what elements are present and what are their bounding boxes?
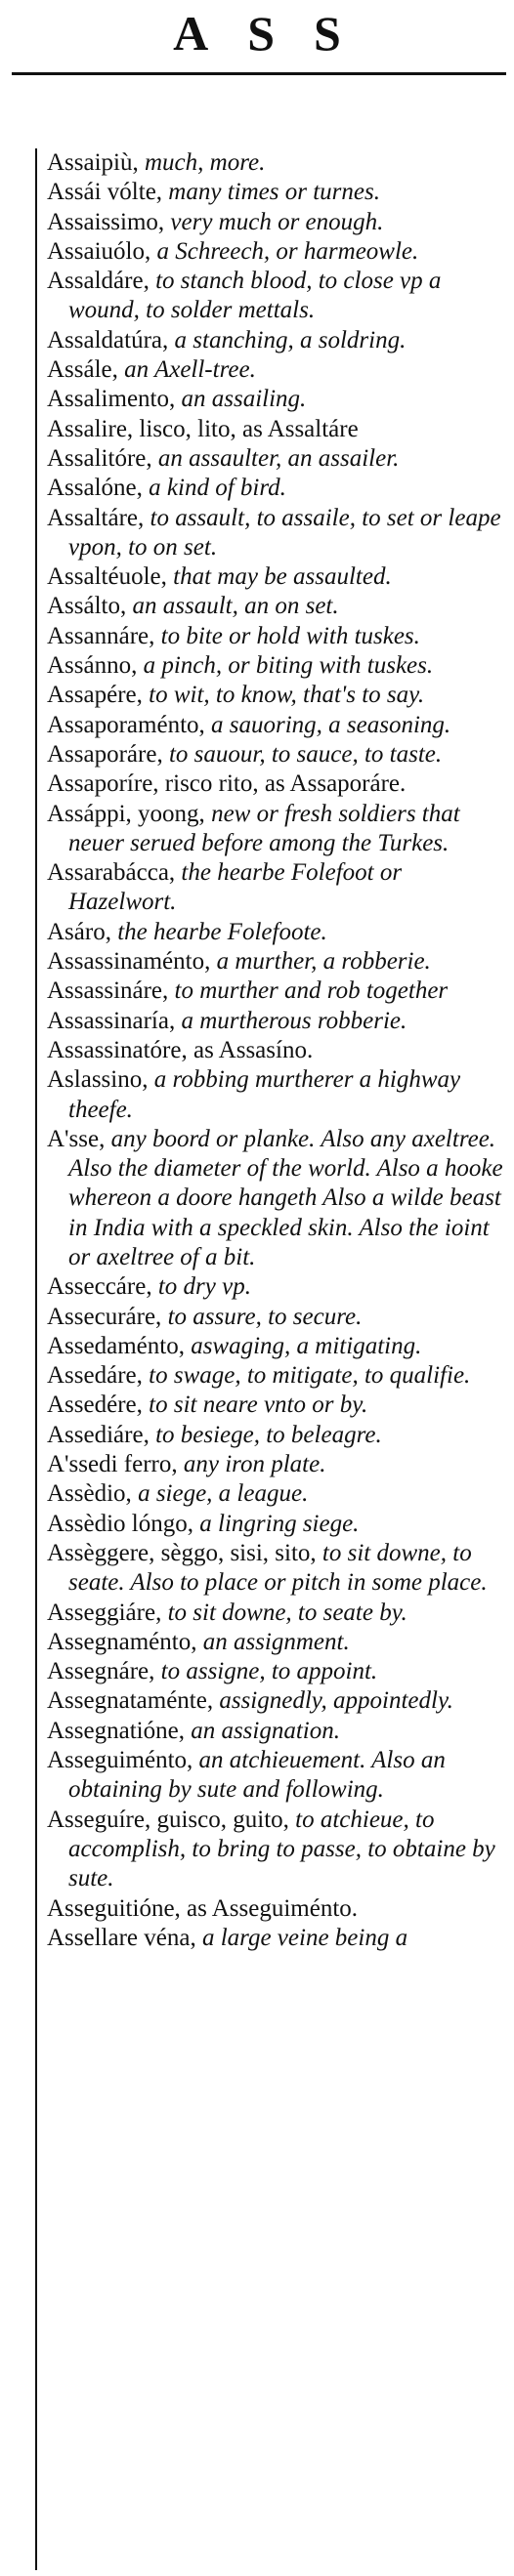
- entry-definition: a murtherous robberie.: [175, 1007, 407, 1034]
- dictionary-entry: [47, 237, 506, 267]
- entry-headword: Assèdio,: [47, 1480, 132, 1508]
- entry-definition: an atchieuement. Also an obtaining by sute and following.: [68, 1747, 446, 1804]
- entry-headword: Assediáre,: [47, 1421, 150, 1448]
- dictionary-entry: [47, 1450, 506, 1479]
- dictionary-entry: [47, 769, 506, 799]
- entry-headword: Assecuráre,: [47, 1303, 162, 1330]
- entry-headword: Assalitóre,: [47, 444, 152, 472]
- header-rule: [12, 72, 506, 75]
- dictionary-entry: [47, 1510, 506, 1539]
- entry-definition: an assaulter, an assailer.: [151, 444, 400, 472]
- dictionary-entry: [47, 1332, 506, 1361]
- entry-headword: Asseggiáre,: [47, 1599, 162, 1626]
- entry-definition: to assure, to secure.: [161, 1303, 363, 1330]
- entry-definition: to dry vp.: [151, 1273, 251, 1301]
- entry-definition: to murther and rob together: [168, 977, 449, 1005]
- entry-headword: Assegnatióne,: [47, 1717, 185, 1744]
- entry-headword: Assassinaría,: [47, 1007, 176, 1034]
- entry-headword: Assedaménto,: [47, 1332, 185, 1359]
- entry-headword: Assaldatúra,: [47, 326, 169, 353]
- entry-definition: to bite or hold with tuskes.: [154, 622, 420, 649]
- entry-definition: a stanching, a soldring.: [168, 326, 407, 353]
- running-head: ASS: [173, 6, 380, 61]
- entry-headword: Assaporaménto,: [47, 711, 205, 738]
- entry-definition: a pinch, or biting with tuskes.: [137, 652, 434, 680]
- dictionary-entry: [47, 1272, 506, 1302]
- dictionary-entry: [47, 800, 506, 859]
- entry-definition: many times or turnes.: [162, 179, 380, 206]
- entry-headword: Asseguitióne, as Asseguiménto.: [47, 1894, 359, 1922]
- entry-definition: the hearbe Folefoot or Hazelwort.: [68, 859, 403, 916]
- entry-definition: an Axell-tree.: [117, 356, 256, 384]
- entry-definition: the hearbe Folefoote.: [110, 918, 327, 945]
- entry-headword: Assaltéuole,: [47, 563, 167, 591]
- entry-headword: Assaldáre,: [47, 268, 150, 295]
- entry-headword: Assapére,: [47, 682, 143, 709]
- entry-definition: a large veine being a: [195, 1924, 408, 1951]
- dictionary-entry: [47, 976, 506, 1006]
- dictionary-entry: [47, 267, 506, 326]
- entry-headword: Assegnataménte,: [47, 1687, 214, 1715]
- entry-headword: Assèggere, sèggo, sisi, sito,: [47, 1539, 317, 1566]
- dictionary-entry: [47, 178, 506, 207]
- entry-definition: to wit, to know, that's to say.: [142, 682, 425, 709]
- dictionary-entry: [47, 1125, 506, 1272]
- entry-headword: Assegnáre,: [47, 1658, 155, 1685]
- entry-headword: Assaporíre, risco rito, as Assaporáre.: [47, 770, 407, 798]
- entry-definition: a lingring siege.: [193, 1510, 360, 1537]
- entry-definition: very much or enough.: [164, 208, 384, 235]
- entry-definition: to swage, to mitigate, to qualifie.: [142, 1362, 471, 1390]
- entry-headword: Assedáre,: [47, 1362, 143, 1390]
- dictionary-entry: [47, 1539, 506, 1599]
- dictionary-entry: [47, 1599, 506, 1628]
- dictionary-entry: [47, 1421, 506, 1450]
- entry-headword: Assèdio lóngo,: [47, 1510, 193, 1537]
- dictionary-entry: [47, 592, 506, 621]
- dictionary-entry: [47, 1894, 506, 1924]
- entry-headword: Asseguiménto,: [47, 1747, 193, 1774]
- entry-headword: Asseccáre,: [47, 1273, 152, 1301]
- entry-headword: Assassináre,: [47, 977, 169, 1005]
- entry-definition: aswaging, a mitigating.: [184, 1332, 422, 1359]
- dictionary-entry: [47, 355, 506, 385]
- dictionary-entry: [47, 711, 506, 740]
- entry-list: [47, 148, 506, 1953]
- dictionary-entry: [47, 1806, 506, 1894]
- dictionary-entry: [47, 415, 506, 444]
- entry-headword: Assále,: [47, 356, 118, 384]
- entry-definition: new or fresh soldiers that neuer serued before among the Turkes.: [68, 800, 460, 856]
- entry-definition: to atchieue, to accomplish, to bring to passe, to obtaine by sute.: [68, 1806, 495, 1892]
- entry-headword: Assarabácca,: [47, 859, 176, 887]
- entry-headword: Assái vólte,: [47, 179, 163, 206]
- entry-headword: Assalire, lisco, lito, as Assaltáre: [47, 415, 359, 442]
- dictionary-entry: [47, 1065, 506, 1125]
- entry-definition: much, more.: [138, 149, 266, 176]
- entry-headword: Assáppi, yoong,: [47, 800, 205, 827]
- dictionary-entry: [47, 1361, 506, 1391]
- entry-definition: a Schreech, or harmeowle.: [150, 237, 419, 265]
- dictionary-entry: [47, 740, 506, 769]
- dictionary-entry: [47, 1686, 506, 1716]
- column-rule: [35, 148, 37, 2570]
- entry-headword: Assalimento,: [47, 386, 176, 413]
- dictionary-entry: [47, 444, 506, 474]
- entry-headword: Assánno,: [47, 652, 138, 680]
- entry-definition: an assault, an on set.: [126, 593, 339, 620]
- dictionary-entry: [47, 651, 506, 681]
- entry-headword: Assannáre,: [47, 622, 155, 649]
- entry-definition: to stanch blood, to close vp a wound, to solder mettals.: [68, 268, 442, 324]
- dictionary-entry: [47, 681, 506, 710]
- dictionary-entry: [47, 474, 506, 503]
- dictionary-entry: [47, 1924, 506, 1953]
- dictionary-entry: [47, 208, 506, 237]
- dictionary-entry: [47, 1036, 506, 1065]
- dictionary-entry: [47, 947, 506, 976]
- entry-headword: Assaipiù,: [47, 149, 139, 176]
- entry-definition: an assailing.: [175, 386, 307, 413]
- dictionary-entry: [47, 504, 506, 563]
- dictionary-entry: [47, 385, 506, 414]
- entry-definition: a robbing murtherer a highway theefe.: [68, 1066, 461, 1123]
- entry-headword: Assegnaménto,: [47, 1628, 197, 1655]
- entry-headword: Assellare véna,: [47, 1924, 196, 1951]
- entry-definition: to assault, to assaile, to set or leape vpon, to on set.: [68, 504, 501, 561]
- dictionary-entry: [47, 1746, 506, 1806]
- entry-headword: Assálto,: [47, 593, 127, 620]
- entry-definition: to sit neare vnto or by.: [142, 1392, 368, 1419]
- entry-headword: Assaltáre,: [47, 504, 145, 531]
- dictionary-entry: [47, 918, 506, 947]
- entry-headword: Assaissimo,: [47, 208, 165, 235]
- entry-definition: any boord or planke. Also any axeltree. Also the diameter of the world. Also a hooke whereon a doore hangeth Also a wilde beast in India with a speckled skin. Also the ioint or axeltree of a bit.: [68, 1125, 503, 1270]
- entry-definition: that may be assaulted.: [166, 563, 392, 591]
- entry-headword: Assassinatóre, as Assasíno.: [47, 1036, 314, 1063]
- dictionary-entry: [47, 326, 506, 355]
- dictionary-entry: [47, 148, 506, 178]
- entry-definition: to besiege, to beleagre.: [149, 1421, 382, 1448]
- dictionary-entry: [47, 622, 506, 651]
- dictionary-entry: [47, 1391, 506, 1420]
- entry-definition: any iron plate.: [177, 1451, 326, 1478]
- entry-definition: an assignation.: [184, 1717, 340, 1744]
- entry-definition: to sit downe, to seate by.: [161, 1599, 407, 1626]
- entry-headword: Assassinaménto,: [47, 948, 211, 976]
- entry-definition: an assignment.: [196, 1628, 350, 1655]
- entry-headword: Assaporáre,: [47, 740, 163, 768]
- entry-headword: Assedére,: [47, 1392, 143, 1419]
- entry-headword: Asseguíre, guisco, guito,: [47, 1806, 289, 1833]
- entry-definition: to sauour, to sauce, to taste.: [162, 740, 443, 768]
- entry-headword: Assalóne,: [47, 475, 143, 502]
- entry-definition: a kind of bird.: [142, 475, 286, 502]
- dictionary-entry: [47, 1303, 506, 1332]
- dictionary-entry: [47, 1007, 506, 1036]
- dictionary-entry: [47, 562, 506, 592]
- entry-headword: Assaiuólo,: [47, 237, 151, 265]
- entry-headword: Aslassino,: [47, 1066, 149, 1094]
- entry-definition: a murther, a robberie.: [210, 948, 431, 976]
- entry-headword: A'sse,: [47, 1125, 106, 1152]
- entry-definition: a sauoring, a seasoning.: [204, 711, 451, 738]
- dictionary-entry: [47, 1717, 506, 1746]
- dictionary-entry: [47, 1479, 506, 1509]
- entry-definition: to sit downe, to seate. Also to place or pitch in some place.: [68, 1539, 488, 1597]
- entry-definition: assignedly, appointedly.: [213, 1687, 453, 1715]
- entry-definition: a siege, a league.: [131, 1480, 309, 1508]
- dictionary-entry: [47, 1628, 506, 1657]
- dictionary-entry: [47, 1657, 506, 1686]
- entry-definition: to assigne, to appoint.: [154, 1658, 378, 1685]
- dictionary-entry: [47, 858, 506, 918]
- entry-headword: Asáro,: [47, 918, 111, 945]
- entry-headword: A'ssedi ferro,: [47, 1451, 178, 1478]
